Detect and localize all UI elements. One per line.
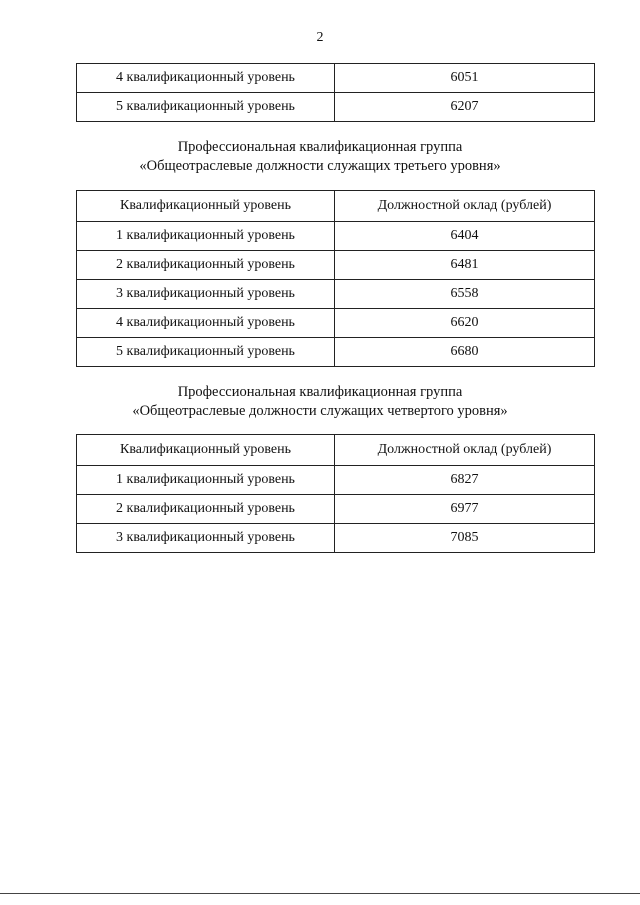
salary-cell: 6207	[335, 93, 595, 122]
column-header-level: Квалификационный уровень	[77, 435, 335, 466]
salary-table-continued	[76, 63, 595, 122]
salary-cell: 6051	[335, 64, 595, 93]
salary-cell: 6827	[335, 466, 595, 495]
salary-cell: 6680	[335, 338, 595, 367]
salary-table-third-level	[76, 190, 595, 367]
table-row	[77, 495, 595, 524]
level-cell: 2 квалификационный уровень	[77, 495, 335, 524]
page-bottom-rule	[0, 893, 640, 894]
column-header-level: Квалификационный уровень	[77, 191, 335, 222]
table-row	[77, 222, 595, 251]
salary-table-fourth-level	[76, 434, 595, 553]
column-header-salary: Должностной оклад (рублей)	[335, 191, 595, 222]
heading-line: «Общеотраслевые должности служащих четвертого уровня»	[132, 403, 508, 419]
salary-cell: 6620	[335, 309, 595, 338]
level-cell: 4 квалификационный уровень	[77, 309, 335, 338]
page-number: 2	[316, 30, 324, 45]
column-header-salary: Должностной оклад (рублей)	[335, 435, 595, 466]
salary-cell: 6404	[335, 222, 595, 251]
level-cell: 1 квалификационный уровень	[77, 222, 335, 251]
heading-line: Профессиональная квалификационная группа	[177, 139, 463, 155]
level-cell: 3 квалификационный уровень	[77, 524, 335, 553]
salary-cell: 6558	[335, 280, 595, 309]
salary-cell: 6481	[335, 251, 595, 280]
table-row	[77, 466, 595, 495]
salary-cell: 6977	[335, 495, 595, 524]
table-row	[77, 280, 595, 309]
salary-cell: 7085	[335, 524, 595, 553]
heading-line: Профессиональная квалификационная группа	[177, 384, 463, 400]
section-heading-fourth-level	[0, 383, 640, 421]
section-heading-third-level	[0, 138, 640, 176]
level-cell: 5 квалификационный уровень	[77, 93, 335, 122]
table-row	[77, 524, 595, 553]
level-cell: 1 квалификационный уровень	[77, 466, 335, 495]
heading-line: «Общеотраслевые должности служащих третьего уровня»	[139, 158, 501, 174]
table-row	[77, 64, 595, 93]
level-cell: 2 квалификационный уровень	[77, 251, 335, 280]
table-row	[77, 309, 595, 338]
table-header-row	[77, 435, 595, 466]
table-header-row	[77, 191, 595, 222]
level-cell: 3 квалификационный уровень	[77, 280, 335, 309]
level-cell: 5 квалификационный уровень	[77, 338, 335, 367]
table-row	[77, 93, 595, 122]
level-cell: 4 квалификационный уровень	[77, 64, 335, 93]
table-row	[77, 338, 595, 367]
table-row	[77, 251, 595, 280]
